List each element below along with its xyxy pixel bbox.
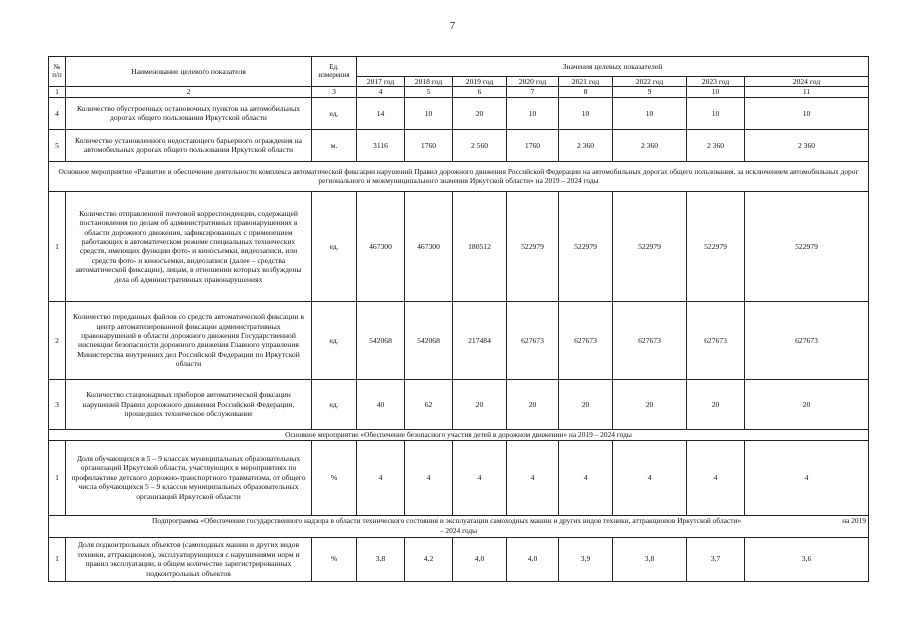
indicator-value: 20 bbox=[507, 379, 559, 429]
indicator-name: Количество переданных файлов со средств автоматической фиксации в центр автоматизированной фиксации административных правонарушений в области дорожного движения Государственной инспекции безопасности дорожного движения Главного управления Министерства внутренних дел Российской Федерации по Иркутской области bbox=[66, 301, 312, 379]
indicator-value: 20 bbox=[453, 97, 507, 129]
indicator-value: 4 bbox=[559, 440, 613, 515]
indicator-value: 217484 bbox=[453, 301, 507, 379]
indicator-value: 542068 bbox=[405, 301, 453, 379]
indicator-row bbox=[49, 379, 869, 429]
row-unit: % bbox=[312, 537, 357, 581]
indicator-value: 10 bbox=[613, 97, 687, 129]
indicator-value: 40 bbox=[357, 379, 405, 429]
indicator-value: 467300 bbox=[405, 191, 453, 301]
indicator-name: Количество стационарных приборов автоматической фиксации нарушений Правил дорожного движения Российской Федерации, прошедших техническое обслуживание bbox=[66, 379, 312, 429]
row-number: 4 bbox=[49, 97, 66, 129]
indicator-value: 3,8 bbox=[613, 537, 687, 581]
header-num: № п/п bbox=[49, 57, 66, 87]
column-number: 2 bbox=[66, 87, 312, 97]
indicator-value: 627673 bbox=[559, 301, 613, 379]
year-header: 2019 год bbox=[453, 77, 507, 87]
subprogram-period-end: – 2024 годы bbox=[439, 526, 478, 536]
column-number: 6 bbox=[453, 87, 507, 97]
section-title: Основное мероприятие «Обеспечение безопасного участия детей в дорожном движении» на 2019 – 2024 годы bbox=[49, 429, 869, 440]
year-header: 2024 год bbox=[745, 77, 869, 87]
indicator-value: 522979 bbox=[745, 191, 869, 301]
subprogram-title: Подпрограмма «Обеспечение государственного надзора в области технического состояния и эксплуатации самоходных машин и других видов техники, аттракционов Иркутской области» bbox=[152, 516, 742, 526]
section-row bbox=[49, 161, 869, 191]
subprogram-period-start: на 2019 bbox=[842, 516, 867, 526]
row-unit: ед. bbox=[312, 301, 357, 379]
row-unit: м. bbox=[312, 129, 357, 161]
indicator-value: 2 560 bbox=[453, 129, 507, 161]
indicator-value: 4 bbox=[687, 440, 745, 515]
row-number: 5 bbox=[49, 129, 66, 161]
row-unit: % bbox=[312, 440, 357, 515]
indicator-value: 522979 bbox=[507, 191, 559, 301]
row-number: 1 bbox=[49, 537, 66, 581]
indicator-value: 467300 bbox=[357, 191, 405, 301]
header-values-group: Значения целевых показателей bbox=[357, 57, 869, 77]
indicator-value: 10 bbox=[507, 97, 559, 129]
indicator-value: 4 bbox=[507, 440, 559, 515]
section-row bbox=[49, 429, 869, 440]
indicator-value: 3,6 bbox=[745, 537, 869, 581]
column-number: 1 bbox=[49, 87, 66, 97]
indicator-value: 2 360 bbox=[687, 129, 745, 161]
indicator-value: 627673 bbox=[507, 301, 559, 379]
indicator-value: 627673 bbox=[687, 301, 745, 379]
indicator-value: 3,8 bbox=[357, 537, 405, 581]
indicator-value: 1760 bbox=[507, 129, 559, 161]
row-number: 1 bbox=[49, 191, 66, 301]
indicator-value: 3,7 bbox=[687, 537, 745, 581]
header-row bbox=[49, 57, 869, 77]
indicator-value: 4,0 bbox=[507, 537, 559, 581]
indicator-value: 20 bbox=[613, 379, 687, 429]
header-name: Наименование целевого показателя bbox=[66, 57, 312, 87]
indicator-value: 10 bbox=[559, 97, 613, 129]
column-number: 5 bbox=[405, 87, 453, 97]
indicator-value: 627673 bbox=[745, 301, 869, 379]
indicator-row bbox=[49, 129, 869, 161]
indicator-value: 180512 bbox=[453, 191, 507, 301]
indicator-value: 1760 bbox=[405, 129, 453, 161]
row-unit: ед. bbox=[312, 379, 357, 429]
indicators-table bbox=[48, 56, 869, 582]
indicator-value: 4,2 bbox=[405, 537, 453, 581]
indicator-value: 4 bbox=[357, 440, 405, 515]
indicator-value: 20 bbox=[745, 379, 869, 429]
indicator-row bbox=[49, 191, 869, 301]
row-number: 2 bbox=[49, 301, 66, 379]
column-number: 9 bbox=[613, 87, 687, 97]
indicator-name: Доля обучающихся в 5 – 9 классах муниципальных образовательных организаций Иркутской области, участвующих в мероприятиях по профилактике детского дорожно-транспортного травматизма, от общего числа обучающихся 5 – 9 классов муниципальных образовательных организаций Иркутской области bbox=[66, 440, 312, 515]
indicator-value: 3116 bbox=[357, 129, 405, 161]
row-unit: ед. bbox=[312, 97, 357, 129]
indicator-name: Количество отправленной почтовой корреспонденции, содержащей постановления по делам об административных правонарушениях в области дорожного движения, зафиксированных с применением работающих в автоматическом режиме специальных технических средств, имеющих функции фото- и киносъемки, видеозаписи, или средств фото- и киносъемки, видеозаписи (далее – средства автоматической фиксации), лицам, в отношении которых возбуждены дела об административных правонарушениях bbox=[66, 191, 312, 301]
indicator-row bbox=[49, 537, 869, 581]
indicator-value: 542068 bbox=[357, 301, 405, 379]
indicator-row bbox=[49, 440, 869, 515]
indicator-value: 10 bbox=[745, 97, 869, 129]
year-header: 2018 год bbox=[405, 77, 453, 87]
row-number: 1 bbox=[49, 440, 66, 515]
column-number: 4 bbox=[357, 87, 405, 97]
column-numbers-row bbox=[49, 87, 869, 97]
indicator-name: Доля подконтрольных объектов (самоходных машин и других видов техники, аттракционов), эксплуатирующихся с нарушениями норм и правил эксплуатации, в общем количестве зарегистрированных подконтрольных объектов bbox=[66, 537, 312, 581]
indicator-value: 4 bbox=[745, 440, 869, 515]
indicator-value: 20 bbox=[559, 379, 613, 429]
indicator-value: 10 bbox=[405, 97, 453, 129]
row-unit: ед. bbox=[312, 191, 357, 301]
year-header: 2021 год bbox=[559, 77, 613, 87]
header-unit: Ед. измерения bbox=[312, 57, 357, 87]
indicator-value: 522979 bbox=[613, 191, 687, 301]
indicator-value: 2 360 bbox=[745, 129, 869, 161]
subprogram-row bbox=[49, 515, 869, 537]
indicator-value: 20 bbox=[687, 379, 745, 429]
indicator-value: 4,0 bbox=[453, 537, 507, 581]
indicator-row bbox=[49, 97, 869, 129]
indicator-value: 522979 bbox=[687, 191, 745, 301]
indicator-value: 62 bbox=[405, 379, 453, 429]
row-number: 3 bbox=[49, 379, 66, 429]
column-number: 3 bbox=[312, 87, 357, 97]
subprogram-cell bbox=[49, 515, 869, 537]
year-header: 2017 год bbox=[357, 77, 405, 87]
indicator-value: 627673 bbox=[613, 301, 687, 379]
indicator-value: 4 bbox=[453, 440, 507, 515]
indicator-value: 2 360 bbox=[559, 129, 613, 161]
indicator-value: 10 bbox=[687, 97, 745, 129]
indicator-value: 14 bbox=[357, 97, 405, 129]
indicator-value: 20 bbox=[453, 379, 507, 429]
indicator-value: 522979 bbox=[559, 191, 613, 301]
indicator-value: 4 bbox=[405, 440, 453, 515]
indicator-value: 3,9 bbox=[559, 537, 613, 581]
indicator-name: Количество установленного недостающего барьерного ограждения на автомобильных дорогах общего пользования Иркутской области bbox=[66, 129, 312, 161]
year-header: 2022 год bbox=[613, 77, 687, 87]
section-title: Основное мероприятие «Развитие и обеспечение деятельности комплекса автоматической фиксации нарушений Правил дорожного движения Российской Федерации на автомобильных дорогах общего пользования, за исключением автомобильных дорог регионального и межмуниципального значения Иркутской области» на 2019 – 2024 годы bbox=[49, 161, 869, 191]
column-number: 7 bbox=[507, 87, 559, 97]
page-number: 7 bbox=[450, 21, 455, 32]
indicator-value: 2 360 bbox=[613, 129, 687, 161]
indicator-row bbox=[49, 301, 869, 379]
year-header: 2023 год bbox=[687, 77, 745, 87]
year-header: 2020 год bbox=[507, 77, 559, 87]
indicator-name: Количество обустроенных остановочных пунктов на автомобильных дорогах общего пользования Иркутской области bbox=[66, 97, 312, 129]
column-number: 8 bbox=[559, 87, 613, 97]
column-number: 10 bbox=[687, 87, 745, 97]
indicator-value: 4 bbox=[613, 440, 687, 515]
column-number: 11 bbox=[745, 87, 869, 97]
